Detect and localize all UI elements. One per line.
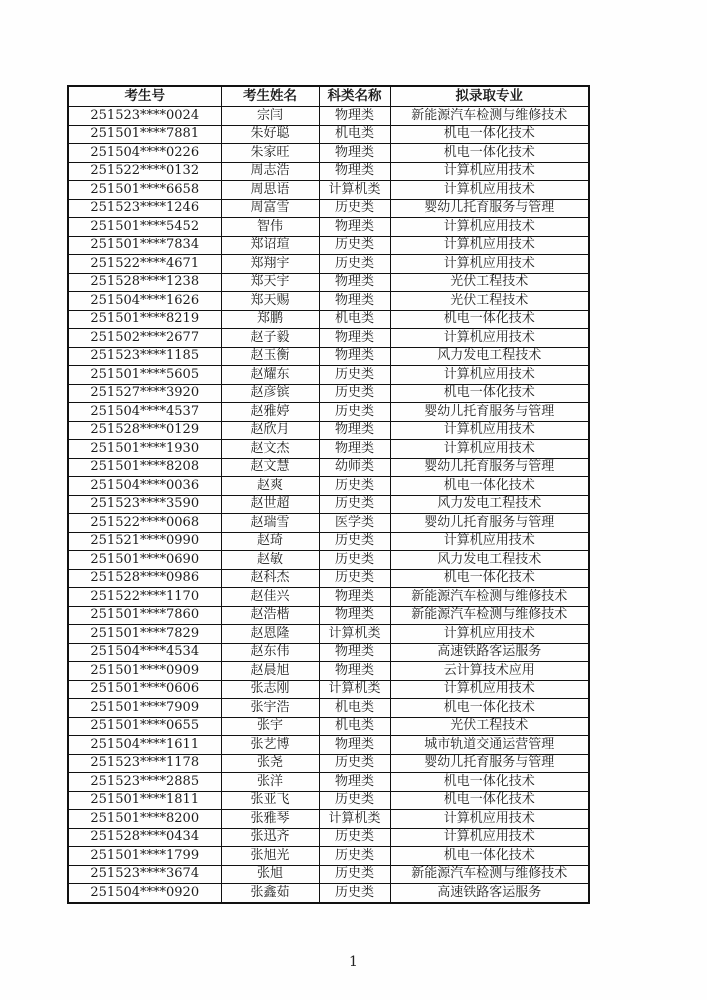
candidate-id-cell: 251504****1626 (68, 292, 221, 311)
column-header-major: 拟录取专业 (390, 86, 589, 107)
candidate-id-cell: 251502****2677 (68, 329, 221, 348)
major-cell: 计算机应用技术 (390, 680, 589, 699)
major-cell: 婴幼儿托育服务与管理 (390, 514, 589, 533)
table-row (68, 329, 589, 348)
candidate-name-cell: 周富雪 (221, 199, 319, 218)
category-cell: 历史类 (319, 865, 390, 884)
major-cell: 新能源汽车检测与维修技术 (390, 588, 589, 607)
table-row (68, 107, 589, 126)
candidate-name-cell: 张宇 (221, 717, 319, 736)
category-cell: 历史类 (319, 236, 390, 255)
table-row (68, 292, 589, 311)
major-cell: 机电一体化技术 (390, 773, 589, 792)
candidate-id-cell: 251528****1238 (68, 273, 221, 292)
table-row (68, 310, 589, 329)
candidate-name-cell: 张洋 (221, 773, 319, 792)
major-cell: 新能源汽车检测与维修技术 (390, 606, 589, 625)
table-row (68, 255, 589, 274)
table-row (68, 754, 589, 773)
category-cell: 物理类 (319, 662, 390, 681)
candidate-name-cell: 张雅琴 (221, 810, 319, 829)
candidate-id-cell: 251501****0690 (68, 551, 221, 570)
table-row (68, 181, 589, 200)
major-cell: 光伏工程技术 (390, 273, 589, 292)
major-cell: 计算机应用技术 (390, 440, 589, 459)
major-cell: 婴幼儿托育服务与管理 (390, 458, 589, 477)
candidate-id-cell: 251501****0909 (68, 662, 221, 681)
candidate-name-cell: 宗闫 (221, 107, 319, 126)
candidate-id-cell: 251523****1178 (68, 754, 221, 773)
candidate-name-cell: 赵爽 (221, 477, 319, 496)
table-row (68, 551, 589, 570)
category-cell: 物理类 (319, 736, 390, 755)
major-cell: 计算机应用技术 (390, 218, 589, 237)
candidate-id-cell: 251504****0036 (68, 477, 221, 496)
candidate-name-cell: 赵雅婷 (221, 403, 319, 422)
candidate-id-cell: 251522****4671 (68, 255, 221, 274)
table-row (68, 625, 589, 644)
category-cell: 医学类 (319, 514, 390, 533)
candidate-id-cell: 251504****0920 (68, 884, 221, 903)
major-cell: 计算机应用技术 (390, 810, 589, 829)
candidate-id-cell: 251523****1185 (68, 347, 221, 366)
candidate-id-cell: 251501****7860 (68, 606, 221, 625)
major-cell: 计算机应用技术 (390, 421, 589, 440)
candidate-name-cell: 朱好聪 (221, 125, 319, 144)
candidate-name-cell: 张志刚 (221, 680, 319, 699)
category-cell: 历史类 (319, 403, 390, 422)
candidate-id-cell: 251504****1611 (68, 736, 221, 755)
table-row (68, 236, 589, 255)
category-cell: 物理类 (319, 440, 390, 459)
major-cell: 计算机应用技术 (390, 625, 589, 644)
major-cell: 机电一体化技术 (390, 477, 589, 496)
category-cell: 物理类 (319, 421, 390, 440)
major-cell: 机电一体化技术 (390, 384, 589, 403)
major-cell: 计算机应用技术 (390, 255, 589, 274)
category-cell: 物理类 (319, 347, 390, 366)
table-row (68, 884, 589, 903)
candidate-id-cell: 251522****0068 (68, 514, 221, 533)
table-row (68, 403, 589, 422)
category-cell: 物理类 (319, 144, 390, 163)
category-cell: 历史类 (319, 847, 390, 866)
candidate-id-cell: 251523****1246 (68, 199, 221, 218)
table-row (68, 421, 589, 440)
table-row (68, 366, 589, 385)
candidate-name-cell: 赵子毅 (221, 329, 319, 348)
candidate-name-cell: 周志浩 (221, 162, 319, 181)
candidate-name-cell: 张宇浩 (221, 699, 319, 718)
candidate-id-cell: 251501****0606 (68, 680, 221, 699)
category-cell: 物理类 (319, 218, 390, 237)
major-cell: 机电一体化技术 (390, 125, 589, 144)
candidate-name-cell: 张尧 (221, 754, 319, 773)
candidate-id-cell: 251501****7834 (68, 236, 221, 255)
candidate-name-cell: 郑天赐 (221, 292, 319, 311)
table-row (68, 440, 589, 459)
table-row (68, 643, 589, 662)
category-cell: 历史类 (319, 884, 390, 903)
table-row (68, 680, 589, 699)
major-cell: 计算机应用技术 (390, 329, 589, 348)
major-cell: 机电一体化技术 (390, 699, 589, 718)
column-header-candidate-name: 考生姓名 (221, 86, 319, 107)
table-row (68, 662, 589, 681)
candidate-name-cell: 郑鹏 (221, 310, 319, 329)
category-cell: 计算机类 (319, 181, 390, 200)
candidate-id-cell: 251522****1170 (68, 588, 221, 607)
candidate-id-cell: 251501****6658 (68, 181, 221, 200)
candidate-id-cell: 251523****2885 (68, 773, 221, 792)
category-cell: 机电类 (319, 699, 390, 718)
candidate-name-cell: 赵敏 (221, 551, 319, 570)
admission-table-header (68, 86, 589, 107)
table-row (68, 606, 589, 625)
candidate-id-cell: 251501****7909 (68, 699, 221, 718)
category-cell: 物理类 (319, 606, 390, 625)
candidate-name-cell: 赵彦镔 (221, 384, 319, 403)
table-row (68, 717, 589, 736)
table-row (68, 144, 589, 163)
category-cell: 历史类 (319, 551, 390, 570)
candidate-name-cell: 郑诏瑄 (221, 236, 319, 255)
category-cell: 历史类 (319, 199, 390, 218)
category-cell: 机电类 (319, 125, 390, 144)
major-cell: 城市轨道交通运营管理 (390, 736, 589, 755)
table-row (68, 495, 589, 514)
category-cell: 物理类 (319, 107, 390, 126)
candidate-id-cell: 251521****0990 (68, 532, 221, 551)
category-cell: 历史类 (319, 495, 390, 514)
table-row (68, 514, 589, 533)
candidate-id-cell: 251501****7829 (68, 625, 221, 644)
candidate-id-cell: 251528****0129 (68, 421, 221, 440)
candidate-name-cell: 张迅齐 (221, 828, 319, 847)
candidate-id-cell: 251501****5605 (68, 366, 221, 385)
major-cell: 光伏工程技术 (390, 292, 589, 311)
major-cell: 云计算技术应用 (390, 662, 589, 681)
candidate-name-cell: 智伟 (221, 218, 319, 237)
major-cell: 计算机应用技术 (390, 532, 589, 551)
candidate-id-cell: 251527****3920 (68, 384, 221, 403)
candidate-name-cell: 赵耀东 (221, 366, 319, 385)
major-cell: 计算机应用技术 (390, 236, 589, 255)
table-row (68, 532, 589, 551)
table-row (68, 125, 589, 144)
table-row (68, 588, 589, 607)
candidate-name-cell: 赵晨旭 (221, 662, 319, 681)
major-cell: 光伏工程技术 (390, 717, 589, 736)
category-cell: 物理类 (319, 273, 390, 292)
category-cell: 历史类 (319, 255, 390, 274)
candidate-id-cell: 251523****0024 (68, 107, 221, 126)
candidate-id-cell: 251501****1811 (68, 791, 221, 810)
candidate-name-cell: 赵文慧 (221, 458, 319, 477)
table-row (68, 828, 589, 847)
category-cell: 历史类 (319, 828, 390, 847)
candidate-id-cell: 251501****1930 (68, 440, 221, 459)
category-cell: 物理类 (319, 162, 390, 181)
admission-table (67, 85, 590, 904)
candidate-id-cell: 251528****0434 (68, 828, 221, 847)
candidate-name-cell: 赵科杰 (221, 569, 319, 588)
major-cell: 计算机应用技术 (390, 366, 589, 385)
category-cell: 计算机类 (319, 810, 390, 829)
candidate-id-cell: 251504****4537 (68, 403, 221, 422)
table-row (68, 347, 589, 366)
major-cell: 高速铁路客运服务 (390, 884, 589, 903)
category-cell: 计算机类 (319, 625, 390, 644)
category-cell: 历史类 (319, 477, 390, 496)
candidate-id-cell: 251501****7881 (68, 125, 221, 144)
candidate-id-cell: 251528****0986 (68, 569, 221, 588)
table-row (68, 699, 589, 718)
table-row (68, 477, 589, 496)
candidate-name-cell: 郑天宇 (221, 273, 319, 292)
category-cell: 物理类 (319, 643, 390, 662)
major-cell: 新能源汽车检测与维修技术 (390, 107, 589, 126)
candidate-name-cell: 赵恩隆 (221, 625, 319, 644)
candidate-id-cell: 251501****8200 (68, 810, 221, 829)
table-row (68, 199, 589, 218)
page-number: 1 (349, 954, 358, 970)
table-row (68, 569, 589, 588)
candidate-id-cell: 251522****0132 (68, 162, 221, 181)
major-cell: 婴幼儿托育服务与管理 (390, 754, 589, 773)
table-row (68, 736, 589, 755)
candidate-name-cell: 赵浩楷 (221, 606, 319, 625)
major-cell: 计算机应用技术 (390, 828, 589, 847)
major-cell: 机电一体化技术 (390, 791, 589, 810)
candidate-id-cell: 251501****0655 (68, 717, 221, 736)
candidate-name-cell: 赵瑞雪 (221, 514, 319, 533)
major-cell: 风力发电工程技术 (390, 347, 589, 366)
candidate-id-cell: 251501****8219 (68, 310, 221, 329)
table-row (68, 458, 589, 477)
major-cell: 机电一体化技术 (390, 847, 589, 866)
category-cell: 历史类 (319, 366, 390, 385)
candidate-name-cell: 赵东伟 (221, 643, 319, 662)
major-cell: 婴幼儿托育服务与管理 (390, 199, 589, 218)
category-cell: 机电类 (319, 310, 390, 329)
major-cell: 计算机应用技术 (390, 162, 589, 181)
major-cell: 风力发电工程技术 (390, 495, 589, 514)
candidate-name-cell: 朱家旺 (221, 144, 319, 163)
candidate-name-cell: 赵琦 (221, 532, 319, 551)
candidate-id-cell: 251501****1799 (68, 847, 221, 866)
category-cell: 物理类 (319, 329, 390, 348)
candidate-name-cell: 张亚飞 (221, 791, 319, 810)
candidate-id-cell: 251501****8208 (68, 458, 221, 477)
header-row (68, 86, 589, 107)
table-row (68, 384, 589, 403)
candidate-name-cell: 张艺博 (221, 736, 319, 755)
table-row (68, 810, 589, 829)
candidate-name-cell: 赵世超 (221, 495, 319, 514)
category-cell: 幼师类 (319, 458, 390, 477)
column-header-category: 科类名称 (319, 86, 390, 107)
candidate-name-cell: 张鑫茹 (221, 884, 319, 903)
candidate-name-cell: 张旭光 (221, 847, 319, 866)
candidate-id-cell: 251523****3590 (68, 495, 221, 514)
category-cell: 机电类 (319, 717, 390, 736)
candidate-name-cell: 周思语 (221, 181, 319, 200)
candidate-id-cell: 251504****4534 (68, 643, 221, 662)
candidate-name-cell: 郑翔宇 (221, 255, 319, 274)
category-cell: 历史类 (319, 754, 390, 773)
category-cell: 历史类 (319, 384, 390, 403)
major-cell: 机电一体化技术 (390, 310, 589, 329)
category-cell: 物理类 (319, 588, 390, 607)
major-cell: 婴幼儿托育服务与管理 (390, 403, 589, 422)
candidate-id-cell: 251501****5452 (68, 218, 221, 237)
major-cell: 新能源汽车检测与维修技术 (390, 865, 589, 884)
category-cell: 历史类 (319, 791, 390, 810)
candidate-name-cell: 赵玉衡 (221, 347, 319, 366)
category-cell: 计算机类 (319, 680, 390, 699)
table-row (68, 847, 589, 866)
major-cell: 计算机应用技术 (390, 181, 589, 200)
table-row (68, 218, 589, 237)
column-header-candidate-id: 考生号 (68, 86, 221, 107)
major-cell: 机电一体化技术 (390, 144, 589, 163)
candidate-name-cell: 赵佳兴 (221, 588, 319, 607)
major-cell: 风力发电工程技术 (390, 551, 589, 570)
table-row (68, 791, 589, 810)
table-row (68, 273, 589, 292)
category-cell: 物理类 (319, 292, 390, 311)
major-cell: 高速铁路客运服务 (390, 643, 589, 662)
table-row (68, 773, 589, 792)
table-row (68, 865, 589, 884)
table-row (68, 162, 589, 181)
candidate-id-cell: 251523****3674 (68, 865, 221, 884)
category-cell: 物理类 (319, 773, 390, 792)
admission-table-body (68, 107, 589, 903)
candidate-name-cell: 赵欣月 (221, 421, 319, 440)
major-cell: 机电一体化技术 (390, 569, 589, 588)
candidate-id-cell: 251504****0226 (68, 144, 221, 163)
candidate-name-cell: 张旭 (221, 865, 319, 884)
category-cell: 历史类 (319, 569, 390, 588)
candidate-name-cell: 赵文杰 (221, 440, 319, 459)
category-cell: 历史类 (319, 532, 390, 551)
